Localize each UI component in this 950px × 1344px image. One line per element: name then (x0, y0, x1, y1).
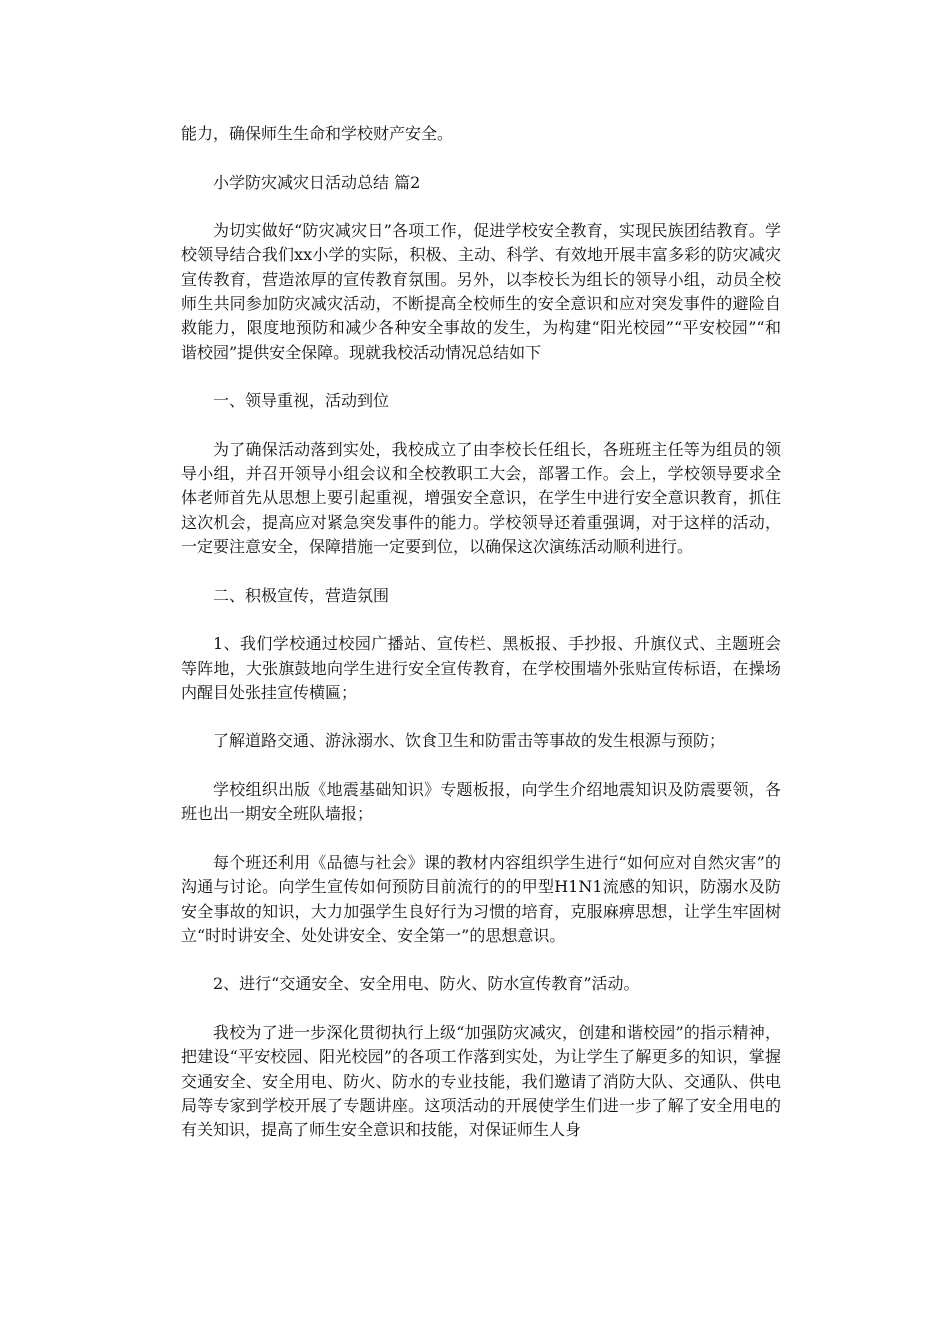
paragraph-2-2: 了解道路交通、游泳溺水、饮食卫生和防雷击等事故的发生根源与预防； (213, 731, 726, 751)
paragraph-2-3: 学校组织出版《地震基础知识》专题板报，向学生介绍地震知识及防震要领，各班也出一期安全班队墙报； (181, 780, 781, 824)
document-page (181, 122, 781, 1167)
paragraph-2-1: 1、我们学校通过校园广播站、宣传栏、黑板报、手抄报、升旗仪式、主题班会等阵地，大张旗鼓地向学生进行安全宣传教育，在学校围墙外张贴宣传标语，在操场内醒目处张挂宣传横匾； (181, 634, 781, 702)
heading-1: 一、领导重视，活动到位 (213, 391, 390, 411)
paragraph-2-4: 每个班还利用《品德与社会》课的教材内容组织学生进行“如何应对自然灾害”的沟通与讨论。向学生宣传如何预防目前流行的的甲型H1N1流感的知识，防溺水及防安全事故的知识，大力加强学生良好行为习惯的培育，克服麻痹思想，让学生牢固树立“时时讲安全、处处讲安全、安全第一”的思想意识。 (181, 852, 781, 945)
heading-2: 二、积极宣传，营造氛围 (213, 585, 390, 605)
paragraph-continuation: 能力，确保师生生命和学校财产安全。 (181, 124, 454, 143)
paragraph-2-5: 我校为了进一步深化贯彻执行上级“加强防灾减灾，创建和谐校园”的指示精神，把建设“平安校园、阳光校园”的各项工作落到实处，为让学生了解更多的知识，掌握交通安全、安全用电、防火、防水的专业技能，我们邀请了消防大队、交通队、供电局等专家到学校开展了专题讲座。这项活动的开展使学生们进一步了解了安全用电的有关知识，提高了师生安全意识和技能，对保证师生人身 (181, 1022, 781, 1140)
section-title: 小学防灾减灾日活动总结 篇2 (213, 172, 421, 192)
subheading-2-2: 2、进行“交通安全、安全用电、防火、防水宣传教育”活动。 (213, 974, 640, 994)
intro-paragraph: 为切实做好“防灾减灾日”各项工作，促进学校安全教育，实现民族团结教育。学校领导结合我们xx小学的实际，积极、主动、科学、有效地开展丰富多彩的防灾减灾宣传教育，营造浓厚的宣传教育氛围。另外，以李校长为组长的领导小组，动员全校师生共同参加防灾减灾活动，不断提高全校师生的安全意识和应对突发事件的避险自救能力，限度地预防和减少各种安全事故的发生，为构建“阳光校园”“平安校园”“和谐校园”提供安全保障。现就我校活动情况总结如下 (181, 221, 781, 362)
paragraph-1: 为了确保活动落到实处，我校成立了由李校长任组长，各班班主任等为组员的领导小组，并召开领导小组会议和全校教职工大会，部署工作。会上，学校领导要求全体老师首先从思想上要引起重视，增强安全意识，在学生中进行安全意识教育，抓住这次机会，提高应对紧急突发事件的能力。学校领导还着重强调，对于这样的活动，一定要注意安全，保障措施一定要到位，以确保这次演练活动顺利进行。 (181, 439, 781, 557)
